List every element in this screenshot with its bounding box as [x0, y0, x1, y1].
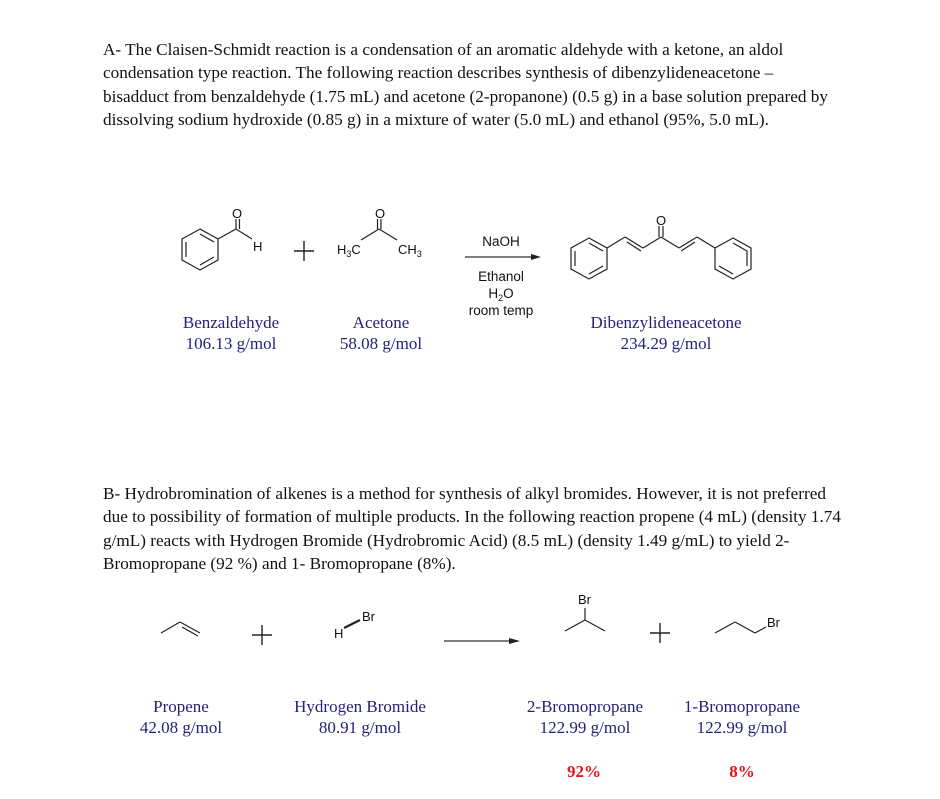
propene-molar-mass: 42.08 g/mol — [139, 718, 223, 737]
1-bromopropane-molar-mass: 122.99 g/mol — [696, 718, 788, 737]
dibenzylideneacetone-structure — [571, 226, 751, 279]
dibenzylideneacetone-molar-mass: 234.29 g/mol — [620, 334, 712, 353]
benzaldehyde-structure — [182, 219, 252, 270]
acetone-name: Acetone — [352, 313, 410, 332]
svg-text:room temp: room temp — [468, 303, 534, 318]
svg-text:NaOH: NaOH — [482, 234, 520, 249]
reaction-arrow-a — [465, 254, 541, 260]
2-bromopropane-label — [527, 696, 643, 738]
2-bromopropane-molar-mass: 122.99 g/mol — [539, 718, 631, 737]
hydrogen-bromide-molar-mass: 80.91 g/mol — [318, 718, 402, 737]
svg-text:CH3: $CH_3$ — [398, 242, 422, 259]
svg-text:O: O — [375, 206, 386, 221]
svg-text:Br: Br — [362, 609, 375, 624]
svg-text:Br: Br — [767, 615, 780, 630]
svg-text:O: O — [656, 213, 667, 228]
svg-text:H2O: $H_2O$ — [488, 286, 514, 303]
acetone-molar-mass: 58.08 g/mol — [339, 334, 423, 353]
svg-text:H: H — [334, 626, 344, 641]
section-b-paragraph: B- Hydrobromination of alkenes is a method for synthesis of alkyl bromides. However, it is not preferred due to possibility of formation of multiple products. In the following reaction propene (4 mL) (density 1.74 g/mL) reacts with Hydrogen Bromide (Hydrobromic Acid) (8.5 mL) (density 1.49 g/mL) to yield 2- Bromopropane (92 %) and 1- Bromopropane (8%). — [103, 484, 841, 574]
hydrogen-bromide-name: Hydrogen Bromide — [294, 697, 426, 716]
acetone-label — [340, 312, 422, 354]
propene-label — [140, 696, 222, 738]
acetone-structure — [361, 219, 397, 240]
propene-name: Propene — [153, 697, 209, 716]
svg-text:O: O — [232, 206, 243, 221]
svg-text:Br: Br — [578, 592, 591, 607]
plus-sign-a — [294, 241, 314, 261]
benzaldehyde-molar-mass: 106.13 g/mol — [185, 334, 277, 353]
section-a-paragraph: A- The Claisen-Schmidt reaction is a condensation of an aromatic aldehyde with a ketone, an aldol condensation type reaction. The following reaction describes synthesis of dibenzylideneacetone – bisadduct from benzaldehyde (1.75 mL) and acetone (2-propanone) (0.5 g) in a base solution prepared by dissolving sodium hydroxide (0.85 g) in a mixture of water (5.0 mL) and ethanol (95%, 5.0 mL). — [103, 40, 828, 130]
benzaldehyde-label — [183, 312, 279, 354]
1-bromopropane-yield: 8% — [729, 762, 755, 781]
benzaldehyde-name: Benzaldehyde — [182, 313, 280, 332]
svg-text:H3C: $H_3C$ — [337, 242, 361, 259]
dibenzylideneacetone-name: Dibenzylideneacetone — [590, 313, 742, 332]
svg-text:Ethanol: Ethanol — [478, 269, 524, 284]
2-bromopropane-yield: 92% — [567, 762, 601, 781]
1-bromopropane-name: 1-Bromopropane — [683, 697, 801, 716]
1-bromopropane-label — [684, 696, 800, 738]
dibenzylideneacetone-label — [590, 312, 741, 354]
svg-text:H: H — [253, 239, 263, 254]
hydrogen-bromide-label — [294, 696, 426, 738]
2-bromopropane-name: 2-Bromopropane — [526, 697, 644, 716]
